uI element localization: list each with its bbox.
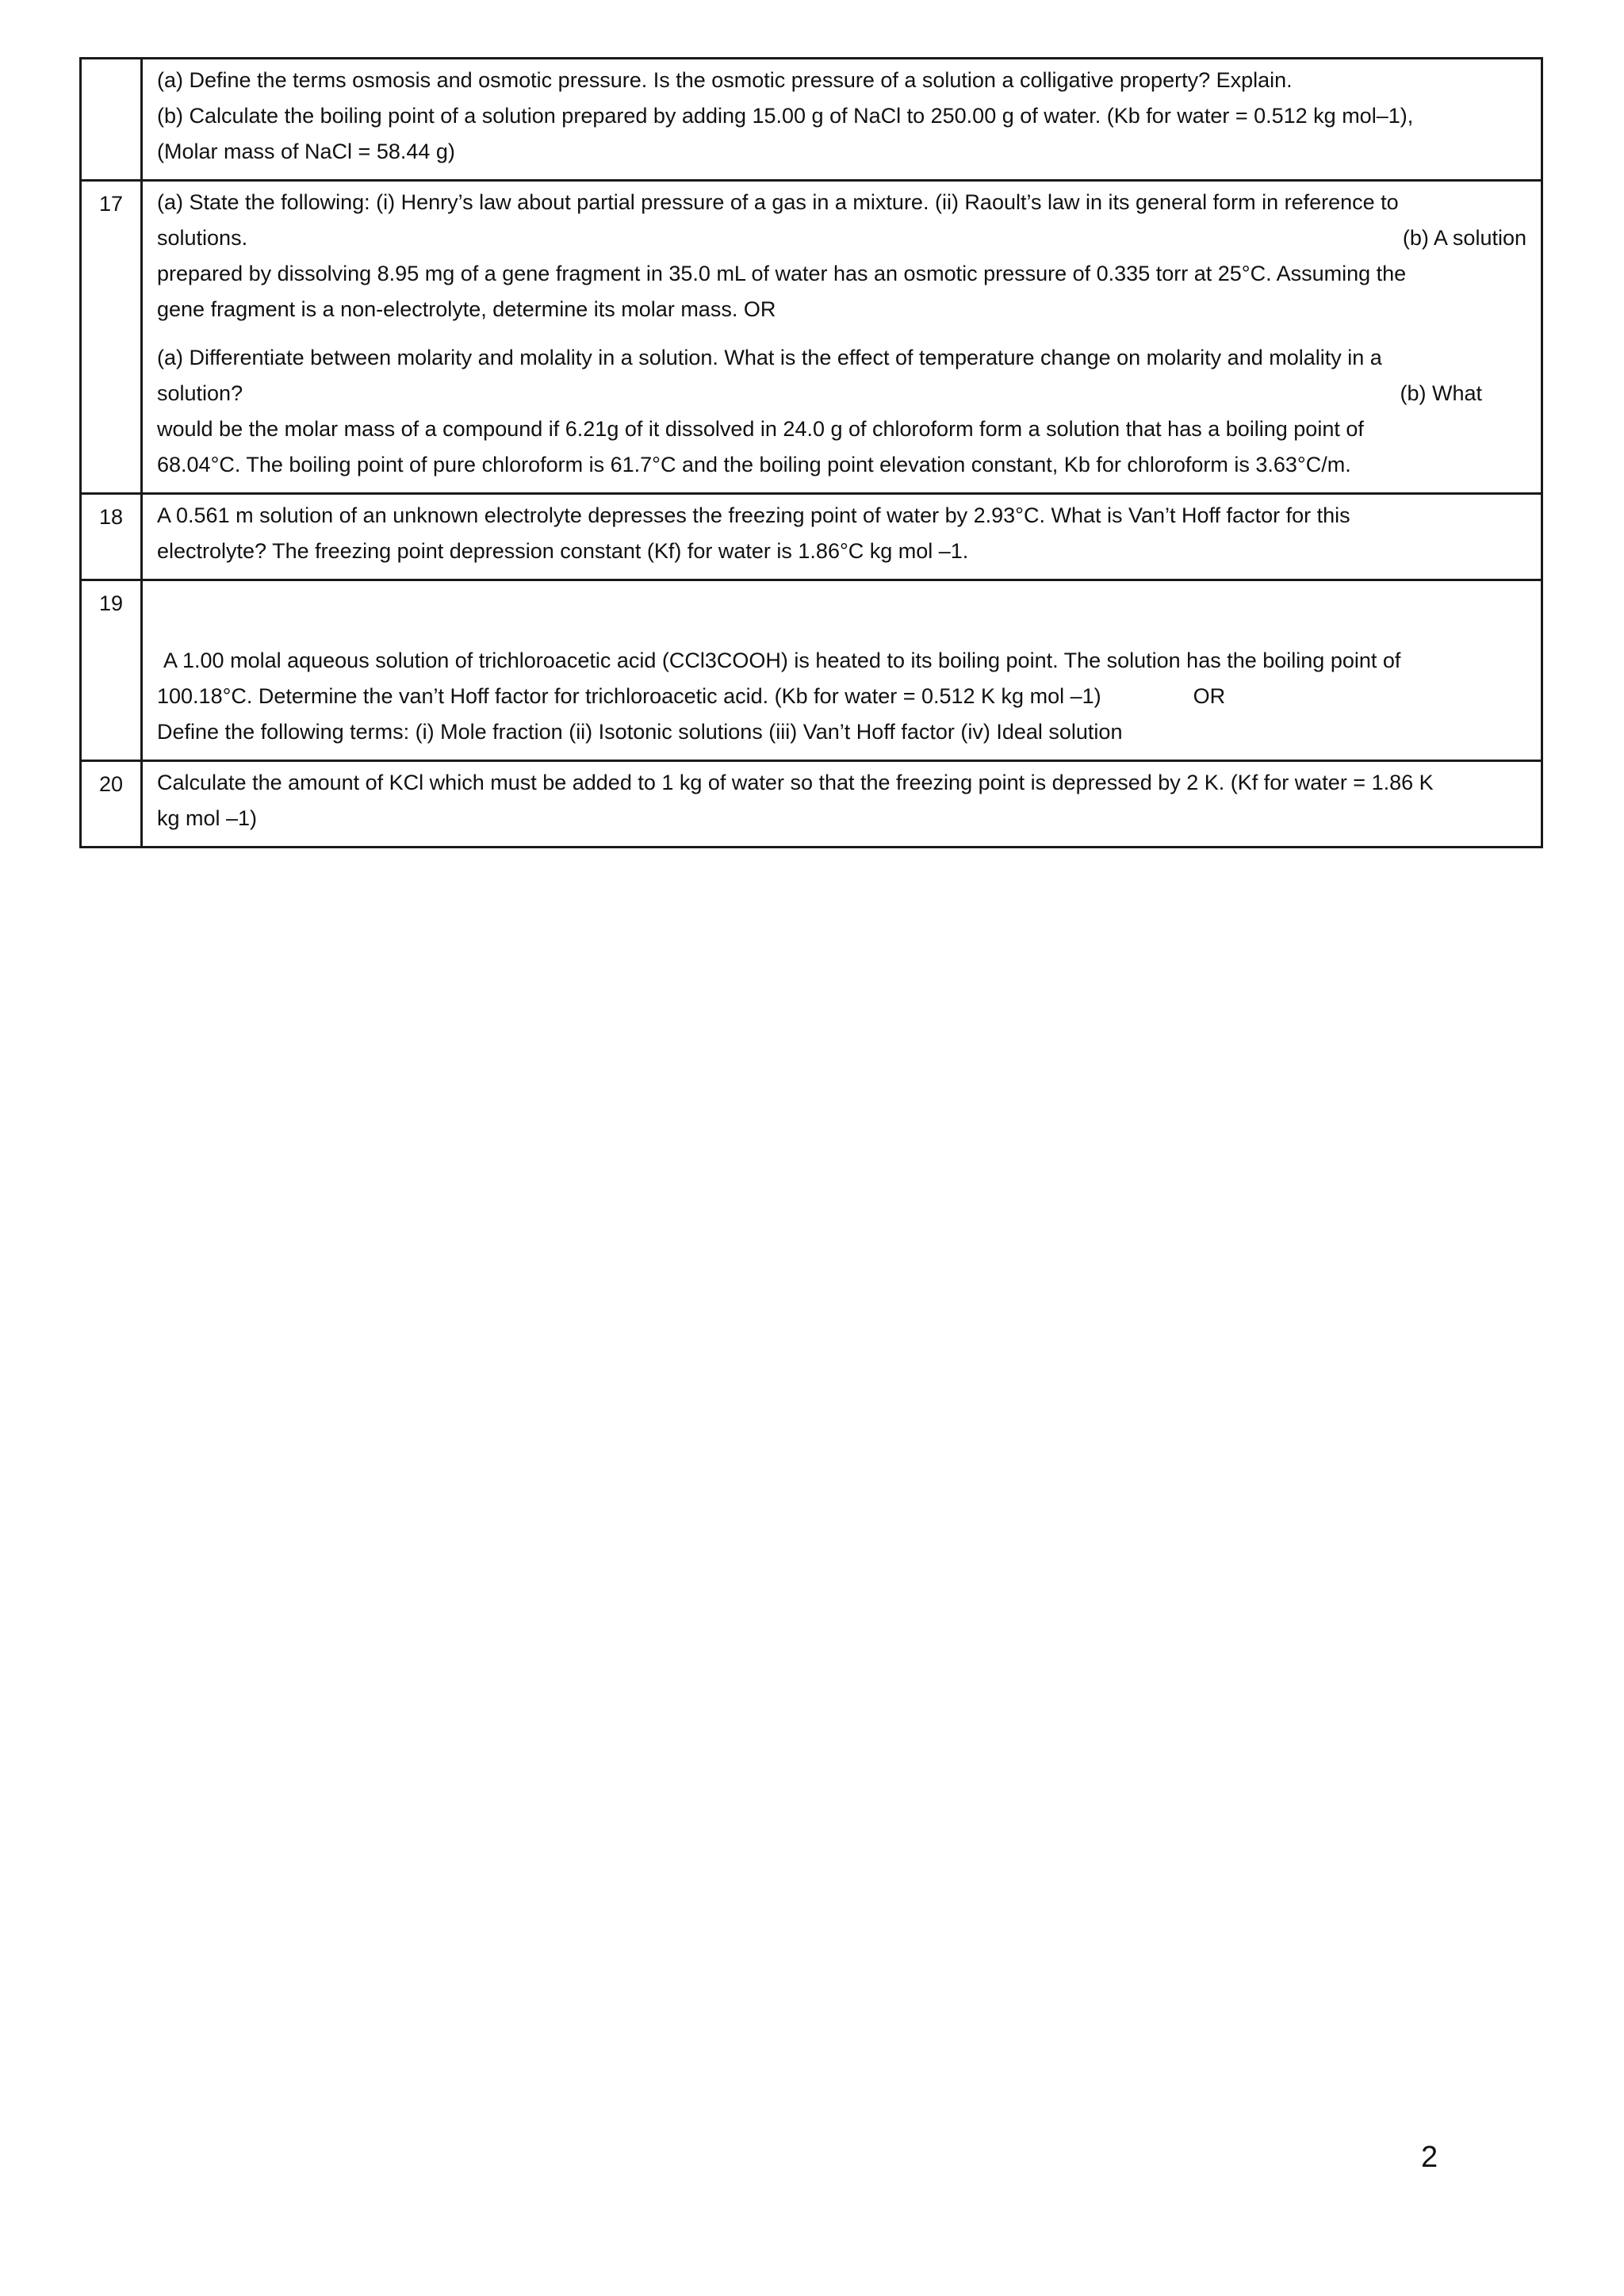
question-line: (a) State the following: (i) Henry’s law about partial pressure of a gas in a mixture. (ii) Raoult’s law in its general form in reference to [157, 190, 1399, 214]
question-text [142, 494, 1542, 580]
question-line: (a) Differentiate between molarity and molality in a solution. What is the effect of temperature change on molarity and molality in a [157, 346, 1382, 369]
question-line: prepared by dissolving 8.95 mg of a gene fragment in 35.0 mL of water has an osmotic pressure of 0.335 torr at 25°C. Assuming the [157, 262, 1407, 285]
question-row [81, 580, 1542, 761]
question-row [81, 59, 1542, 181]
question-line: (a) Define the terms osmosis and osmotic pressure. Is the osmotic pressure of a solution a colligative property? Explain. [157, 68, 1293, 92]
question-line: A 0.561 m solution of an unknown electrolyte depresses the freezing point of water by 2.93°C. What is Van’t Hoff factor for this [157, 503, 1350, 527]
question-line: (b) A solution [1402, 226, 1526, 250]
question-line: (b) Calculate the boiling point of a solution prepared by adding 15.00 g of NaCl to 250.00 g of water. (Kb for water = 0.512 kg mol–1), [157, 104, 1414, 128]
question-line: 68.04°C. The boiling point of pure chloroform is 61.7°C and the boiling point elevation constant, Kb for chloroform is 3.63°C/m. [157, 453, 1351, 476]
question-line-text: 100.18°C. Determine the van’t Hoff factor for trichloroacetic acid. (Kb for water = 0.512 K kg mol –1) [157, 684, 1101, 708]
question-line [157, 679, 1526, 714]
question-line: electrolyte? The freezing point depression constant (Kf) for water is 1.86°C kg mol –1. [157, 539, 969, 563]
page-number: 2 [1421, 2141, 1438, 2174]
question-line: gene fragment is a non-electrolyte, determine its molar mass. OR [157, 297, 776, 321]
question-row [81, 181, 1542, 494]
question-text [142, 761, 1542, 848]
question-line: (Molar mass of NaCl = 58.44 g) [157, 140, 455, 163]
question-line: A 1.00 molal aqueous solution of trichloroacetic acid (CCl3COOH) is heated to its boiling point. The solution has the boiling point of [163, 649, 1401, 672]
question-line: would be the molar mass of a compound if 6.21g of it dissolved in 24.0 g of chloroform form a solution that has a boiling point of [157, 417, 1364, 441]
question-line-split [157, 220, 1526, 256]
question-line-split [157, 376, 1526, 411]
question-table [79, 57, 1543, 848]
question-row [81, 761, 1542, 848]
question-line: solution? [157, 381, 243, 405]
question-number: 20 [81, 761, 142, 848]
question-text [142, 181, 1542, 494]
question-line: (b) What [1400, 381, 1482, 405]
question-number: 17 [81, 181, 142, 494]
question-line: Calculate the amount of KCl which must be added to 1 kg of water so that the freezing point is depressed by 2 K. (Kf for water = 1.86 K [157, 771, 1434, 794]
question-row [81, 494, 1542, 580]
question-line: Define the following terms: (i) Mole fraction (ii) Isotonic solutions (iii) Van’t Hoff factor (iv) Ideal solution [157, 720, 1123, 744]
question-number [81, 59, 142, 181]
question-text [142, 580, 1542, 761]
question-number: 18 [81, 494, 142, 580]
question-line: solutions. [157, 226, 248, 250]
question-text [142, 59, 1542, 181]
question-number: 19 [81, 580, 142, 761]
question-line: kg mol –1) [157, 806, 258, 830]
or-label: OR [1193, 684, 1226, 708]
